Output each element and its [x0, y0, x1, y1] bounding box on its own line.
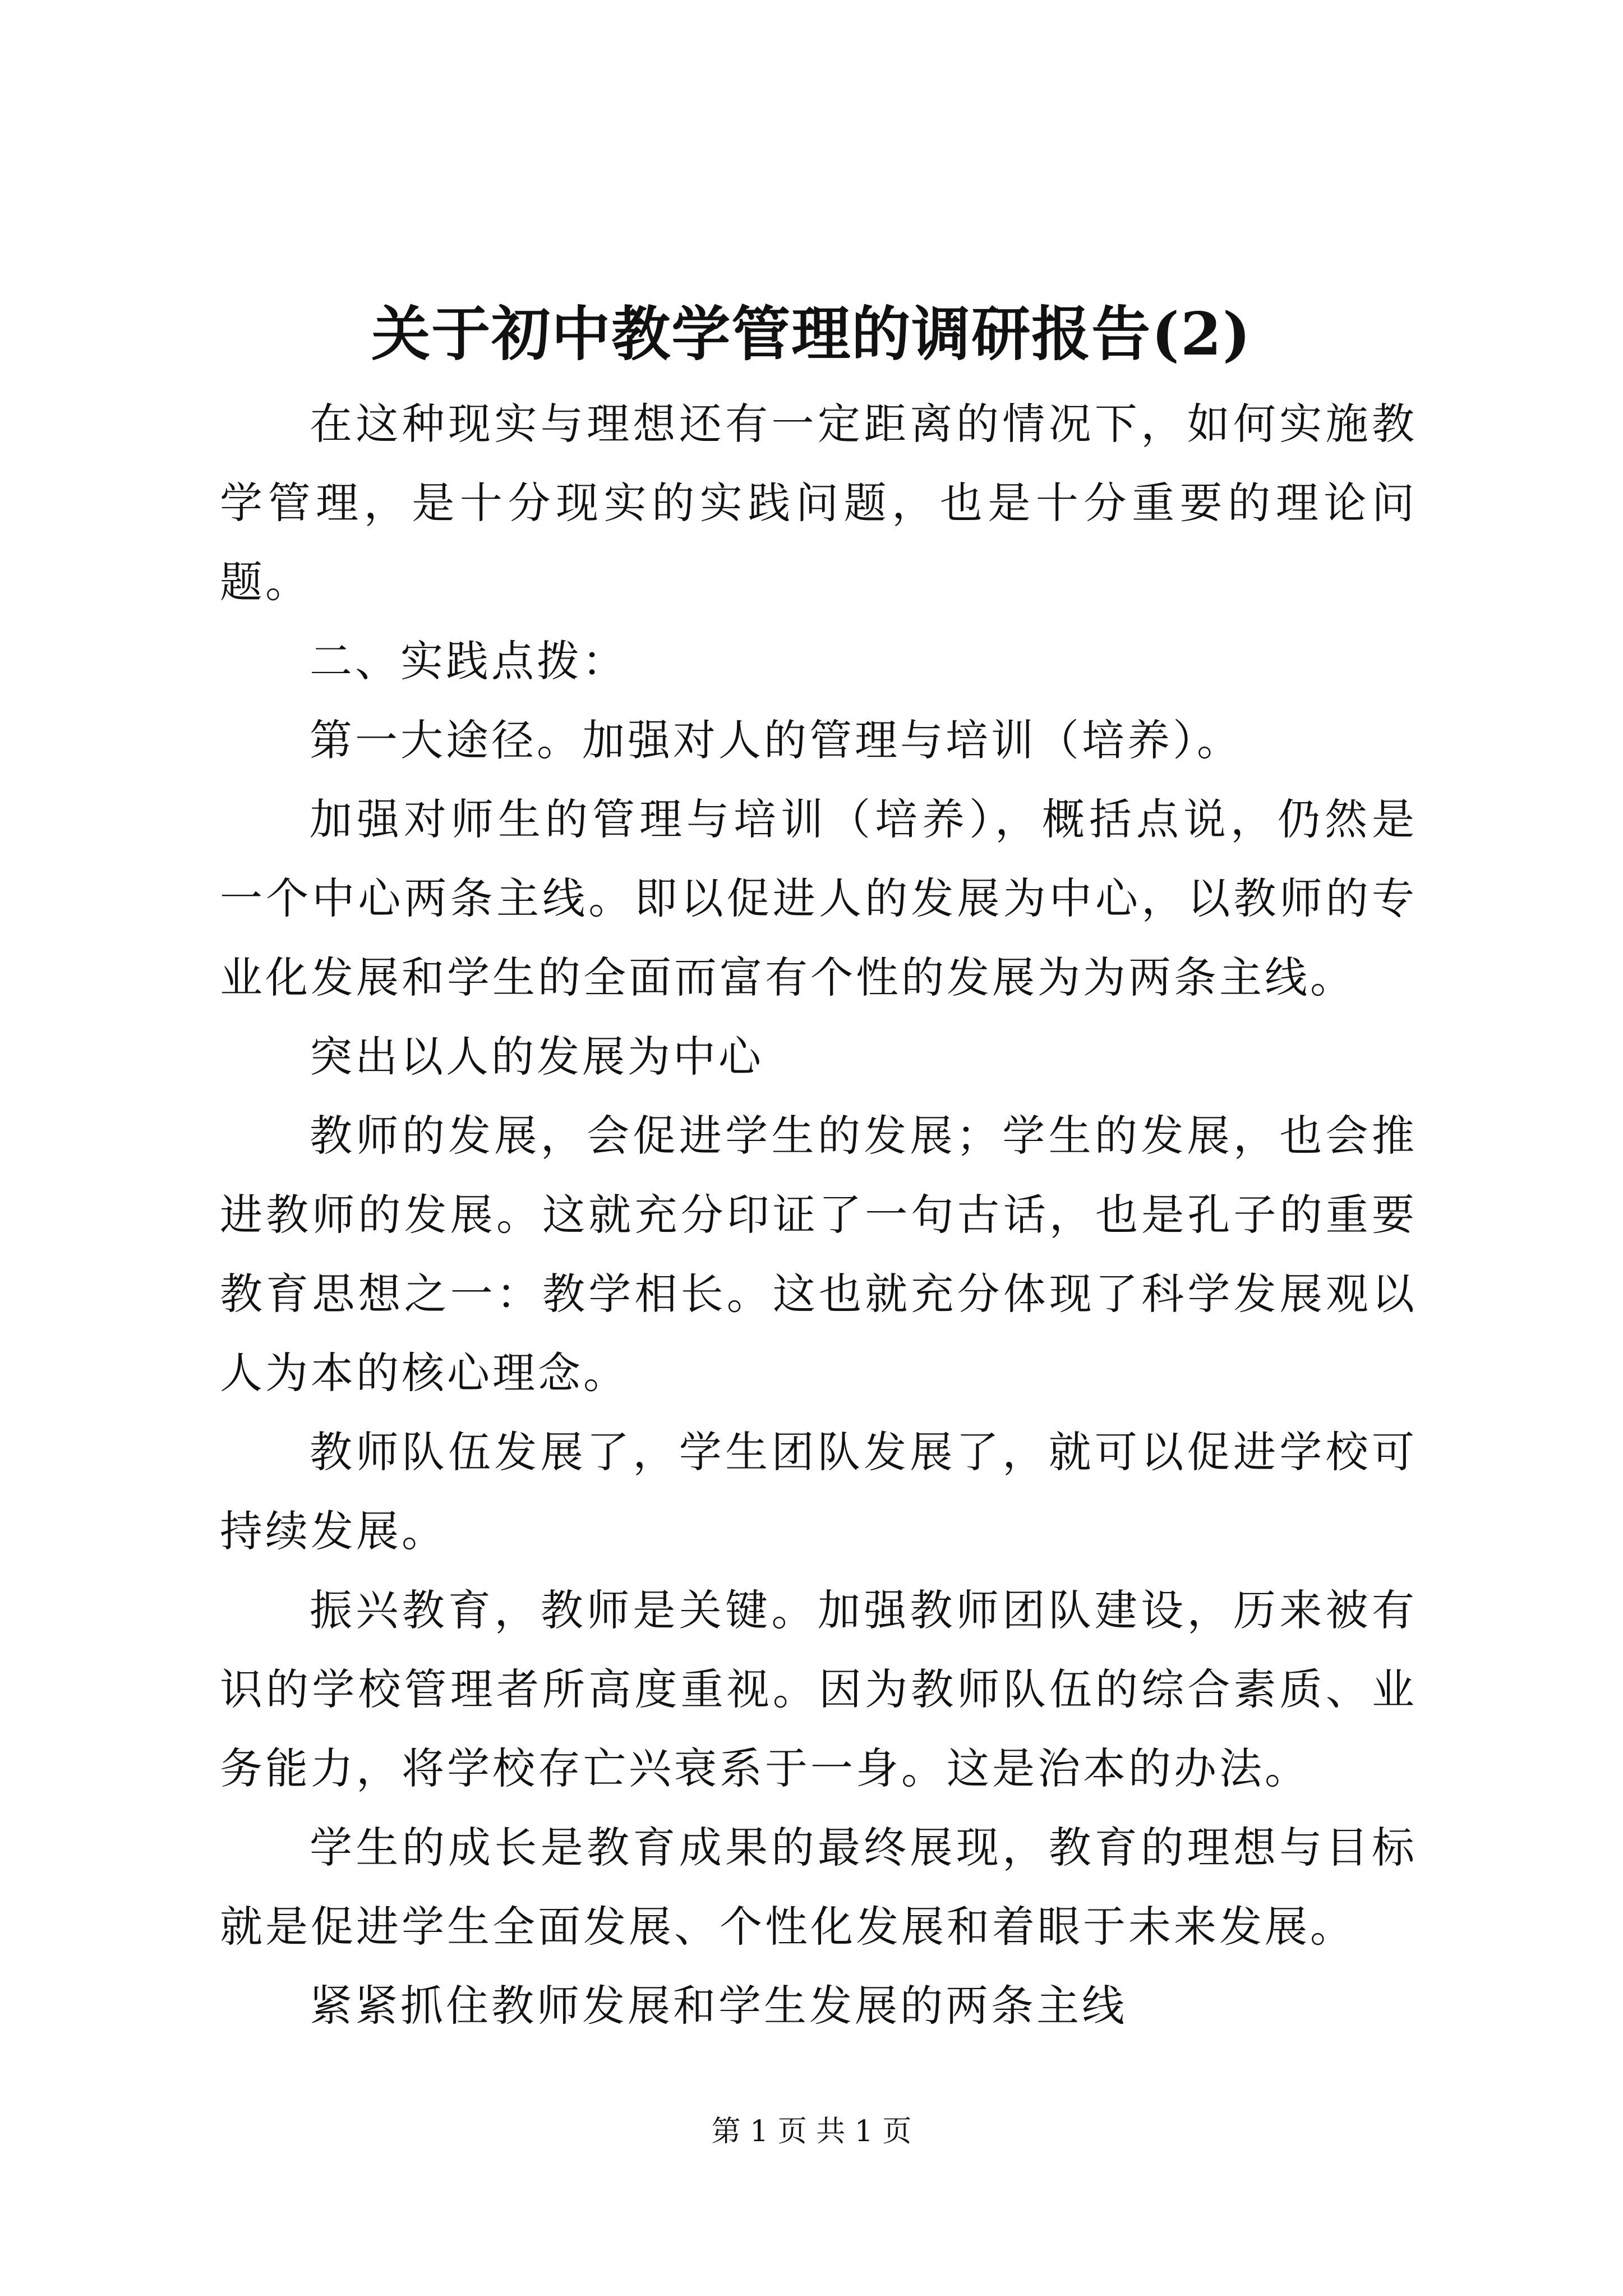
page-footer: 第 1 页 共 1 页: [711, 2115, 912, 2148]
paragraph-teacher-team: 振兴教育，教师是关键。加强教师团队建设，历来被有识的学校管理者所高度重视。因为教师队伍的综合素质、业务能力，将学校存亡兴衰系于一身。这是治本的办法。: [220, 1585, 1417, 1793]
paragraph-first-approach: 第一大途径。加强对人的管理与培训（培养）。: [310, 715, 1242, 765]
paragraph-two-main-lines: 紧紧抓住教师发展和学生发展的两条主线: [310, 1981, 1127, 2031]
document-body: [220, 384, 1417, 2045]
paragraph-student-growth: 学生的成长是教育成果的最终展现，教育的理想与目标就是促进学生全面发展、个性化发展和着眼于未来发展。: [220, 1823, 1417, 1952]
section-heading-practice: 二、实践点拨：: [310, 636, 628, 686]
document-title: 关于初中教学管理的调研报告(2): [371, 299, 1252, 369]
paragraph-one-center-two-lines: 加强对师生的管理与培训（培养），概括点说，仍然是一个中心两条主线。即以促进人的发展为中心，以教师的专业化发展和学生的全面而富有个性的发展为为两条主线。: [220, 794, 1417, 1002]
subheading-human-development: 突出以人的发展为中心: [310, 1032, 764, 1082]
paragraph-1: 在这种现实与理想还有一定距离的情况下，如何实施教学管理，是十分现实的实践问题，也是十分重要的理论问题。: [220, 399, 1417, 607]
paragraph-teaching-learning: 教师的发展，会促进学生的发展；学生的发展，也会推进教师的发展。这就充分印证了一句古话，也是孔子的重要教育思想之一：教学相长。这也就充分体现了科学发展观以人为本的核心理念。: [220, 1111, 1417, 1398]
paragraph-sustainable-development: 教师队伍发展了，学生团队发展了，就可以促进学校可持续发展。: [220, 1427, 1417, 1556]
